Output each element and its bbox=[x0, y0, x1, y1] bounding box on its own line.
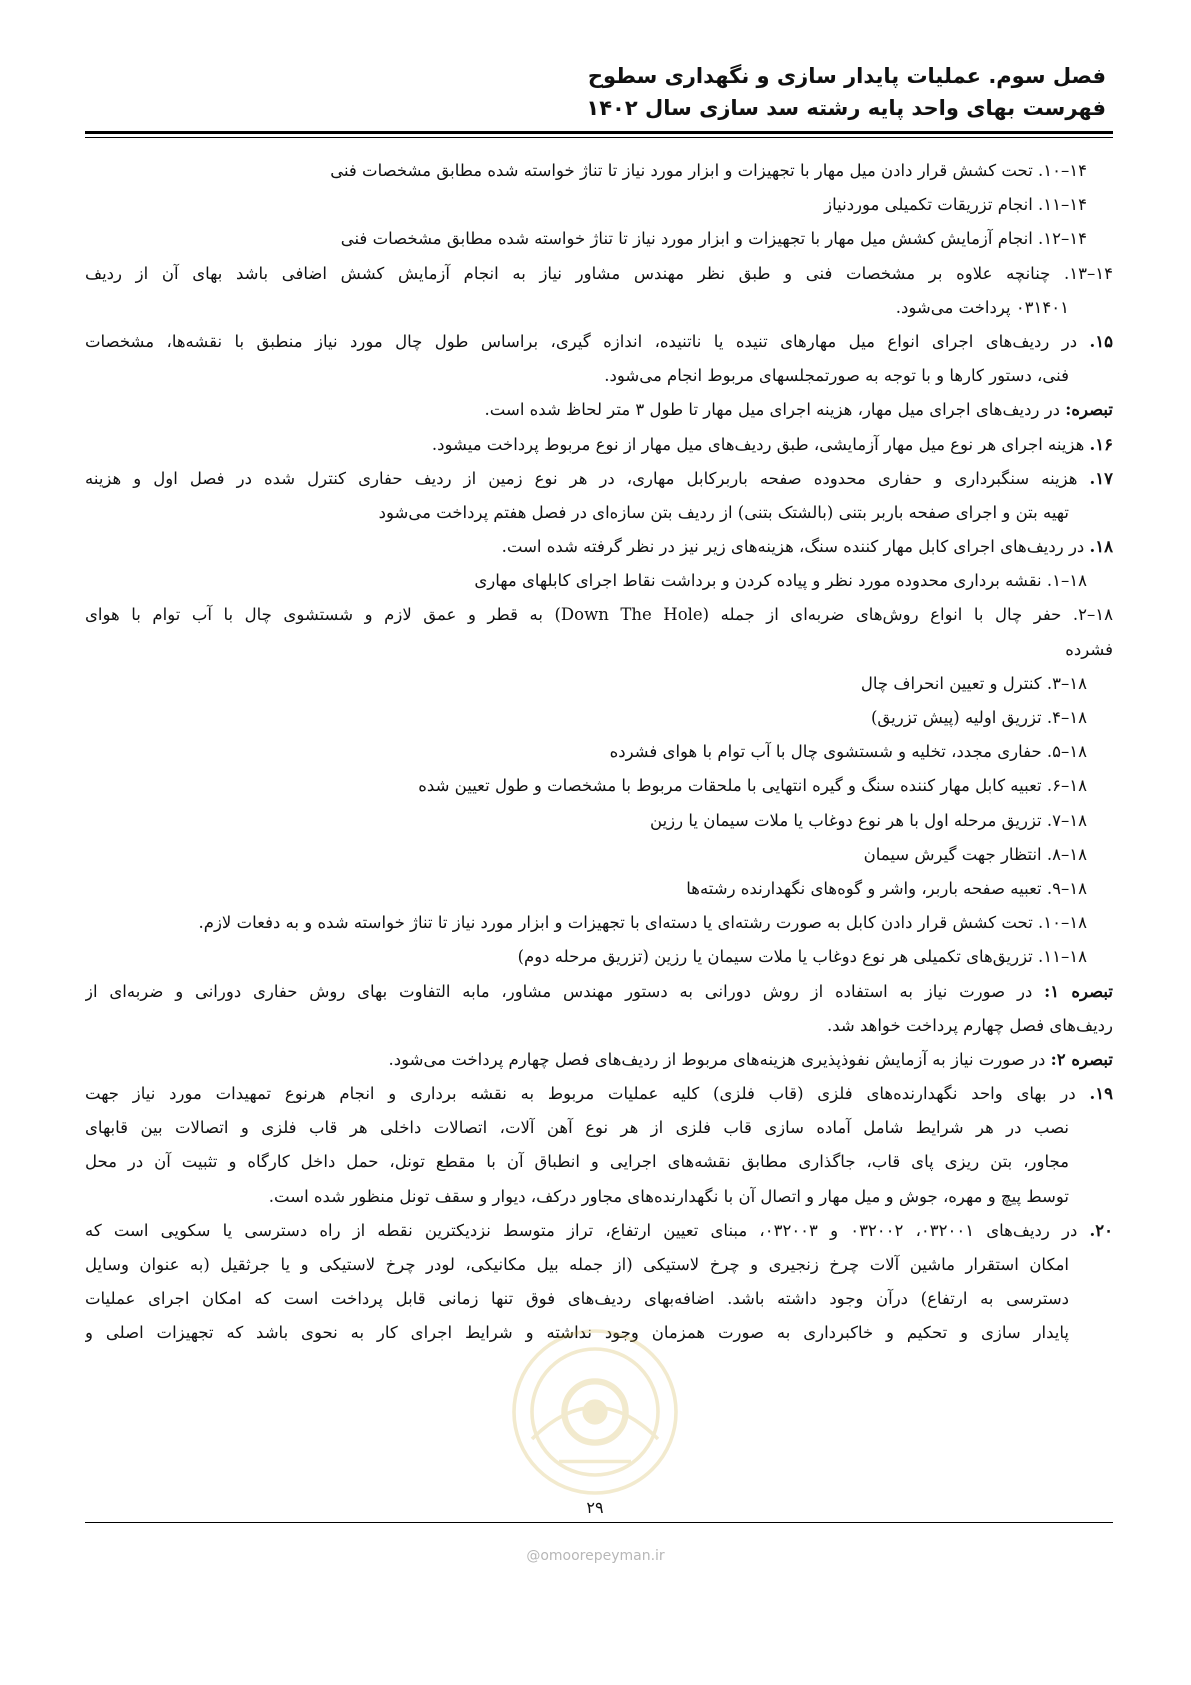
item-18-1: ۱۸–۱. نقشه برداری محدوده مورد نظر و پیاده کردن و برداشت نقاط اجرای کابلهای مهاری bbox=[474, 571, 1087, 591]
item-16 bbox=[85, 428, 1113, 462]
item-18-8: ۱۸–۸. انتظار جهت گیرش سیمان bbox=[863, 844, 1087, 864]
item-14-10: ۱۴–۱۰. تحت کشش قرار دادن میل مهار با تجهیزات و ابزار مورد نیاز تا تناژ خواسته شده مطابق مشخصات فنی bbox=[330, 161, 1087, 180]
item-18-10: ۱۸–۱۰. تحت کشش قرار دادن کابل به صورت رشته‌ای یا دسته‌ای با تجهیزات و ابزار مورد نیاز تا تناژ خواسته شده و به دفعات لازم. bbox=[198, 913, 1087, 933]
item-18-11: ۱۸–۱۱. تزریق‌های تکمیلی هر نوع دوغاب یا ملات سیمان یا رزین (تزریق مرحله دوم) bbox=[517, 947, 1087, 967]
item-18-5: ۱۸–۵. حفاری مجدد، تخلیه و شستشوی چال با آب توام با هوای فشرده bbox=[609, 742, 1087, 762]
note-1-text: در صورت نیاز به استفاده از روش دورانی به دستور مهندس مشاور، مابه التفاوت بهای روش حفاری دورانی و ضربه‌ای از bbox=[85, 981, 1045, 1001]
item-19-text: در بهای واحد نگهدارنده‌های فلزی (قاب فلزی) کلیه عملیات مربوط به نقشه برداری و انجام هرنوع تمهیدات مورد نیاز جهت bbox=[85, 1084, 1090, 1104]
item-15-number: ۱۵. bbox=[1089, 331, 1113, 351]
item-15-text: در ردیف‌های اجرای انواع میل مهارهای تنیده یا ناتنیده، اندازه گیری، براساس طول چال مورد نیاز منطبق با نقشه‌ها، مشخصات bbox=[85, 331, 1090, 351]
body-text bbox=[85, 154, 1113, 1351]
item-18-2 bbox=[85, 598, 1113, 632]
item-18-2-text-a: ۱۸–۲. حفر چال با انواع روش‌های ضربه‌ای از جمله ( bbox=[702, 605, 1113, 625]
note-2 bbox=[85, 1043, 1113, 1077]
item-14-11: ۱۴–۱۱. انجام تزریقات تکمیلی موردنیاز bbox=[824, 195, 1087, 215]
item-15 bbox=[85, 325, 1113, 359]
footer-rule bbox=[85, 1522, 1113, 1523]
item-20 bbox=[85, 1214, 1113, 1248]
note-anchor bbox=[85, 393, 1113, 427]
item-20-text: در ردیف‌های ۰۳۲۰۰۱، ۰۳۲۰۰۲ و ۰۳۲۰۰۳، مبنای تعیین ارتفاع، تراز متوسط نزدیکترین نقطه از راه دسترسی یا سکویی است که bbox=[85, 1220, 1090, 1240]
item-18-4: ۱۸–۴. تزریق اولیه (پیش تزریق) bbox=[870, 708, 1087, 727]
note-1 bbox=[85, 975, 1113, 1009]
note-text: در ردیف‌های اجرای میل مهار، هزینه اجرای میل مهار تا طول ۳ متر لحاظ شده است. bbox=[484, 400, 1066, 420]
item-18 bbox=[85, 530, 1113, 564]
header-rule-thin bbox=[85, 137, 1113, 138]
item-18-text: در ردیف‌های اجرای کابل مهار کننده سنگ، هزینه‌های زیر نیز در نظر گرفته شده است. bbox=[501, 537, 1090, 557]
item-19 bbox=[85, 1077, 1113, 1111]
page-number: ۲۹ bbox=[586, 1498, 604, 1517]
item-14-13: ۱۴–۱۳. چنانچه علاوه بر مشخصات فنی و طبق نظر مهندس مشاور نیاز به انجام آزمایش کشش اضافی باشد بهای آن از ردیف bbox=[85, 263, 1113, 283]
item-20-cont-2: دسترسی به ارتفاع) درآن وجود داشته باشد. اضافه‌بهای ردیف‌های فوق تنها زمانی قابل پرداخت است که امکان اجرای عملیات bbox=[85, 1289, 1069, 1309]
page-header bbox=[586, 60, 1106, 124]
item-18-9: ۱۸–۹. تعبیه صفحه باربر، واشر و گوه‌های نگهدارنده رشته‌ها bbox=[686, 878, 1087, 898]
header-rule-thick bbox=[85, 131, 1113, 134]
item-18-7: ۱۸–۷. تزریق مرحله اول با هر نوع دوغاب یا ملات سیمان یا رزین bbox=[650, 810, 1087, 830]
item-15-cont: فنی، دستور کارها و با توجه به صورتمجلسهای مربوط انجام می‌شود. bbox=[604, 366, 1069, 386]
note-2-label: تبصره ۲: bbox=[1050, 1049, 1113, 1069]
item-19-number: ۱۹. bbox=[1089, 1084, 1113, 1104]
item-17-cont: تهیه بتن و اجرای صفحه باربر بتنی (بالشتک بتنی) از ردیف بتن سازه‌ای در فصل هفتم پرداخت می‌شود bbox=[378, 502, 1069, 522]
item-17-number: ۱۷. bbox=[1089, 468, 1113, 488]
watermark-site-text: @omoorepeyman.ir bbox=[526, 1548, 665, 1564]
item-18-3: ۱۸–۳. کنترل و تعیین انحراف چال bbox=[860, 673, 1087, 693]
item-14-12: ۱۴–۱۲. انجام آزمایش کشش میل مهار با تجهیزات و ابزار مورد نیاز تا تناژ خواسته شده مطابق مشخصات فنی bbox=[340, 229, 1087, 249]
note-label: تبصره: bbox=[1065, 400, 1113, 420]
item-20-cont-1: امکان استقرار ماشین آلات چرخ زنجیری و چرخ لاستیکی (از جمله بیل مکانیکی، لودر چرخ لاستیکی و یا جرثقیل (به عنوان وسایل bbox=[85, 1255, 1069, 1274]
note-1-cont: ردیف‌های فصل چهارم پرداخت خواهد شد. bbox=[827, 1015, 1113, 1035]
watermark-seal-icon bbox=[505, 1322, 685, 1502]
item-19-cont-2: مجاور، بتن ریزی پای قاب، جاگذاری مطابق نقشه‌های اجرایی و انطباق آن با مقطع تونل، حمل داخل کارگاه و تثبیت آن در محل bbox=[85, 1152, 1069, 1172]
note-2-text: در صورت نیاز به آزمایش نفوذپذیری هزینه‌های مربوط از ردیف‌های فصل چهارم پرداخت می‌شود. bbox=[388, 1049, 1051, 1069]
item-14-13-cont: ۰۳۱۴۰۱ پرداخت می‌شود. bbox=[895, 297, 1069, 317]
item-19-cont-3: توسط پیچ و مهره، جوش و میل مهار و اتصال آن با نگهدارنده‌های مجاور درکف، دیوار و سقف تونل منظور شده است. bbox=[268, 1186, 1069, 1206]
item-17 bbox=[85, 462, 1113, 496]
price-list-title: فهرست بهای واحد پایه رشته سد سازی سال ۱۴۰۲ bbox=[586, 96, 1106, 120]
note-1-label: تبصره ۱: bbox=[1044, 981, 1113, 1001]
item-16-text: هزینه اجرای هر نوع میل مهار آزمایشی، طبق ردیف‌های میل مهار از نوع مربوط پرداخت میشود. bbox=[431, 434, 1090, 454]
item-16-number: ۱۶. bbox=[1089, 434, 1113, 454]
item-20-cont-3: پایدار سازی و تحکیم و خاکبرداری به صورت همزمان وجود نداشته و شرایط اجرای کار به نحوی باشد که تجهیزات اصلی و bbox=[85, 1323, 1069, 1343]
item-18-6: ۱۸–۶. تعبیه کابل مهار کننده سنگ و گیره انتهایی با ملحقات مربوط با مشخصات و طول تعیین شده bbox=[418, 776, 1087, 796]
item-17-text: هزینه سنگبرداری و حفاری محدوده صفحه باربرکابل مهاری، در هر نوع زمین از ردیف حفاری کنترل شده در فصل اول و هزینه bbox=[85, 468, 1090, 488]
item-18-number: ۱۸. bbox=[1089, 537, 1113, 557]
item-18-2-term: Down The Hole bbox=[560, 605, 703, 625]
item-20-number: ۲۰. bbox=[1089, 1220, 1113, 1240]
item-18-2-text-b: ) به قطر و عمق لازم و شستشوی چال با آب توام با هوای bbox=[85, 605, 561, 625]
chapter-title: فصل سوم. عملیات پایدار سازی و نگهداری سطوح bbox=[587, 64, 1106, 88]
item-18-2-cont: فشرده bbox=[1065, 639, 1113, 659]
item-19-cont-1: نصب در هر شرایط شامل آماده سازی قاب فلزی از هر نوع آهن آلات، اتصالات داخلی هر قاب فلزی و اتصالات بین قابهای bbox=[85, 1118, 1069, 1138]
